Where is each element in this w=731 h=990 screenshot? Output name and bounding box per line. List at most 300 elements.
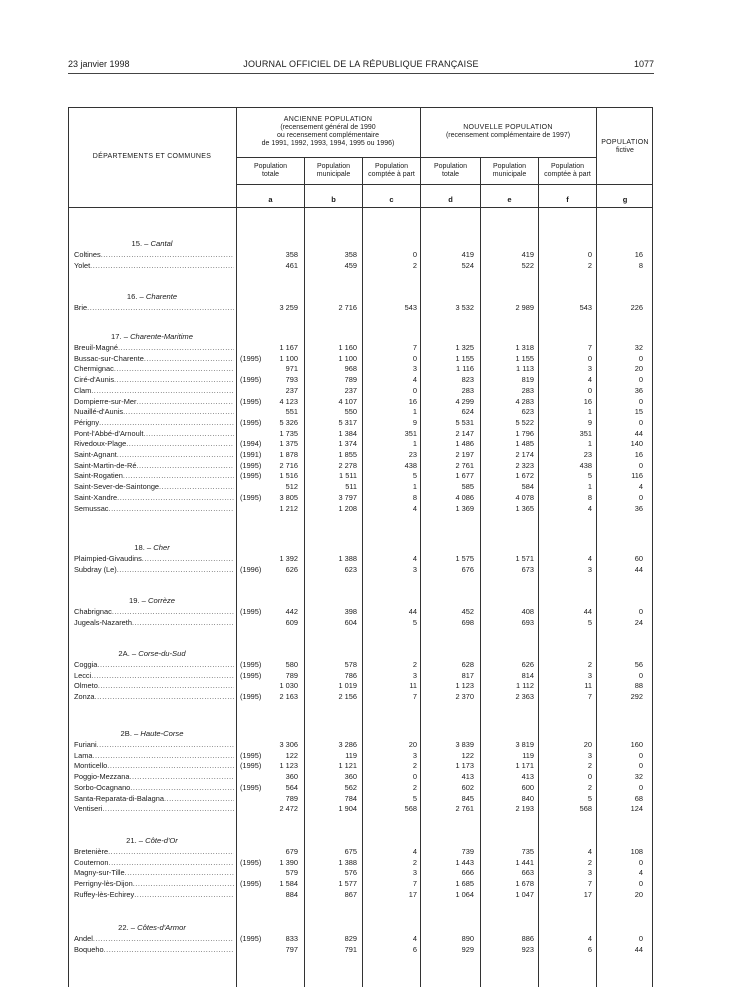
cell-b: 867	[344, 889, 357, 899]
census-year: (1995)	[240, 761, 262, 771]
cell-b: 1 121	[338, 761, 357, 771]
cell-e: 2 323	[515, 460, 534, 470]
cell-g: 4	[638, 482, 643, 492]
cell-a: 1 878	[279, 450, 298, 459]
cell-c: 16	[408, 396, 417, 406]
ancienne-subtitle: (recensement général de 1990	[280, 124, 376, 131]
commune-label: Subdray (Le)	[74, 564, 117, 574]
census-year: (1995)	[240, 660, 262, 669]
cell-c: 3	[412, 670, 417, 680]
department-heading	[68, 239, 236, 249]
commune-label: Perrigny-lès-Dijon	[74, 879, 133, 889]
cell-c: 5	[412, 617, 417, 627]
commune-name	[74, 804, 234, 814]
table-row	[68, 439, 653, 449]
cell-a: 564	[285, 782, 298, 792]
commune-name	[74, 375, 234, 385]
cell-c: 23	[408, 450, 417, 459]
cell-e: 673	[521, 564, 534, 574]
commune-label: Monticello	[74, 761, 108, 771]
commune-name	[74, 761, 234, 771]
cell-g: 140	[630, 439, 643, 449]
department-name: Côtes-d'Armor	[137, 923, 186, 932]
commune-label: Plaimpied-Givaudins	[74, 554, 142, 563]
cell-c: 4	[412, 554, 417, 563]
census-year: (1995)	[240, 782, 262, 792]
cell-g: 0	[638, 857, 643, 867]
cell-g: 0	[638, 934, 643, 943]
commune-name	[74, 461, 234, 471]
cell-f: 1	[587, 407, 592, 417]
commune-name	[74, 772, 234, 782]
cell-f: 4	[587, 375, 592, 385]
col-header-part: comptée à part	[544, 171, 591, 178]
census-year: (1995)	[240, 375, 262, 385]
commune-label: Zonza	[74, 692, 95, 702]
cell-f: 3	[587, 364, 592, 374]
cell-a: 2 472	[279, 804, 298, 814]
census-year: (1996)	[240, 564, 262, 574]
commune-name	[74, 681, 234, 691]
cell-d: 929	[461, 944, 474, 954]
cell-d: 3 839	[455, 740, 474, 749]
cell-f: 1	[587, 439, 592, 449]
commune-name	[74, 879, 234, 889]
commune-label: Nuaillé-d'Aunis	[74, 407, 124, 417]
commune-label: Semussac	[74, 503, 109, 513]
cell-a: 1 123	[279, 761, 298, 771]
commune-name	[74, 250, 234, 260]
cell-d: 666	[461, 868, 474, 878]
cell-c: 438	[404, 460, 417, 470]
col-header-municipale: Population	[492, 163, 527, 170]
cell-g: 0	[638, 353, 643, 363]
commune-label: Brie	[74, 303, 88, 312]
commune-name	[74, 482, 234, 492]
cell-b: 623	[344, 564, 357, 574]
table-row	[68, 565, 653, 575]
cell-f: 3	[587, 670, 592, 680]
cell-c: 543	[404, 303, 417, 312]
commune-name	[74, 890, 234, 900]
commune-label: Olmeto	[74, 681, 98, 691]
commune-label: Saint-Xandre	[74, 492, 118, 502]
cell-e: 1 672	[515, 471, 534, 481]
cell-d: 1 443	[455, 857, 474, 867]
cell-g: 0	[638, 670, 643, 680]
census-year: (1994)	[240, 439, 262, 449]
cell-g: 88	[634, 681, 643, 691]
cell-c: 7	[412, 879, 417, 889]
cell-b: 237	[344, 385, 357, 395]
cell-e: 3 819	[515, 740, 534, 749]
cell-g: 0	[638, 607, 643, 616]
cell-a: 579	[285, 868, 298, 878]
department-heading	[68, 729, 236, 739]
commune-label: Pont-l'Abbé-d'Arnoult	[74, 428, 144, 438]
cell-c: 9	[412, 417, 417, 427]
cell-c: 20	[408, 740, 417, 749]
cell-a: 1 167	[279, 343, 298, 352]
census-year: (1995)	[240, 417, 262, 427]
commune-label: Coltines	[74, 250, 101, 259]
commune-name	[74, 343, 234, 353]
table-row	[68, 934, 653, 944]
table-row	[68, 418, 653, 428]
cell-a: 1 735	[279, 428, 298, 438]
commune-name	[74, 858, 234, 868]
cell-f: 4	[587, 503, 592, 513]
table-row	[68, 783, 653, 793]
commune-name	[74, 740, 234, 750]
cell-e: 2 193	[515, 804, 534, 814]
cell-b: 398	[344, 607, 357, 616]
cell-g: 36	[634, 385, 643, 395]
commune-label: Breuil-Magné	[74, 343, 118, 352]
cell-g: 16	[634, 250, 643, 259]
cell-c: 2	[412, 260, 417, 270]
cell-e: 522	[521, 260, 534, 270]
cell-d: 3 532	[455, 303, 474, 312]
cell-g: 0	[638, 417, 643, 427]
cell-f: 0	[587, 353, 592, 363]
cell-b: 1 388	[338, 554, 357, 563]
table-row	[68, 607, 653, 617]
cell-b: 786	[344, 670, 357, 680]
cell-a: 789	[285, 793, 298, 803]
cell-d: 4 299	[455, 396, 474, 406]
column-letter: f	[566, 195, 569, 204]
issue-date: 23 janvier 1998	[68, 59, 130, 69]
cell-f: 4	[587, 934, 592, 943]
cell-c: 0	[412, 385, 417, 395]
table-row	[68, 681, 653, 691]
cell-e: 1 441	[515, 857, 534, 867]
department-name: Haute-Corse	[140, 729, 184, 738]
cell-g: 0	[638, 761, 643, 771]
cell-b: 550	[344, 407, 357, 417]
table-row	[68, 794, 653, 804]
ancienne-subtitle: ou recensement complémentaire	[277, 132, 379, 139]
cell-f: 0	[587, 250, 592, 259]
cell-b: 2 156	[338, 692, 357, 702]
cell-a: 461	[285, 260, 298, 270]
table-row	[68, 751, 653, 761]
department-name: Corse-du-Sud	[138, 649, 186, 658]
cell-b: 1 384	[338, 428, 357, 438]
cell-c: 1	[412, 407, 417, 417]
cell-c: 4	[412, 503, 417, 513]
department-heading	[68, 923, 236, 933]
cell-e: 693	[521, 617, 534, 627]
table-row	[68, 482, 653, 492]
cell-a: 626	[285, 564, 298, 574]
column-letter: g	[622, 195, 628, 204]
table-row	[68, 504, 653, 514]
col-header-totale: totale	[261, 171, 280, 178]
cell-g: 292	[630, 692, 643, 702]
cell-f: 1	[587, 482, 592, 492]
cell-e: 623	[521, 407, 534, 417]
cell-g: 44	[634, 428, 643, 438]
cell-a: 679	[285, 847, 298, 856]
cell-e: 4 078	[515, 492, 534, 502]
cell-d: 698	[461, 617, 474, 627]
cell-e: 1 113	[516, 364, 534, 374]
commune-label: Bussac-sur-Charente	[74, 353, 144, 363]
cell-f: 2	[587, 660, 592, 669]
commune-name	[74, 354, 234, 364]
cell-d: 2 761	[455, 460, 474, 470]
table-row	[68, 847, 653, 857]
commune-label: Chabrignac	[74, 607, 112, 616]
census-year: (1995)	[240, 879, 262, 889]
census-year: (1995)	[240, 396, 262, 406]
cell-g: 20	[634, 364, 643, 374]
cell-c: 6	[412, 944, 417, 954]
fictive-header: fictive	[616, 147, 634, 154]
cell-c: 2	[412, 857, 417, 867]
cell-c: 11	[409, 681, 417, 691]
cell-b: 1 577	[338, 879, 357, 889]
cell-g: 24	[634, 617, 643, 627]
cell-a: 1 584	[279, 879, 298, 889]
commune-name	[74, 364, 234, 374]
col-header-part: Population	[550, 163, 585, 170]
cell-e: 1 112	[516, 681, 534, 691]
cell-a: 580	[285, 660, 298, 669]
cell-c: 1	[412, 482, 417, 492]
nouvelle-subtitle: (recensement complémentaire de 1997)	[445, 132, 571, 139]
cell-b: 576	[344, 868, 357, 878]
cell-d: 1 325	[455, 343, 474, 352]
cell-a: 609	[285, 617, 298, 627]
cell-g: 60	[634, 554, 643, 563]
cell-a: 793	[285, 375, 298, 385]
cell-d: 1 486	[455, 439, 474, 449]
commune-label: Jugeals-Nazareth	[74, 617, 132, 627]
commune-name	[74, 847, 234, 857]
cell-f: 16	[583, 396, 592, 406]
cell-d: 739	[461, 847, 474, 856]
cell-e: 1 155	[515, 353, 534, 363]
cell-b: 1 160	[338, 343, 357, 352]
commune-name	[74, 471, 234, 481]
cell-c: 3	[412, 364, 417, 374]
table-row	[68, 761, 653, 771]
column-letter: c	[389, 195, 394, 204]
department-heading	[68, 292, 236, 302]
cell-a: 122	[285, 750, 298, 760]
cell-b: 511	[345, 482, 357, 492]
cell-d: 1 155	[455, 353, 474, 363]
column-letter: e	[507, 195, 512, 204]
cell-e: 840	[521, 793, 534, 803]
cell-f: 44	[583, 607, 592, 616]
table-row	[68, 618, 653, 628]
commune-label: Chermignac	[74, 364, 114, 374]
department-number: 2A. –	[118, 649, 137, 658]
cell-d: 676	[461, 564, 474, 574]
cell-a: 1 375	[279, 439, 298, 449]
cell-g: 44	[634, 564, 643, 574]
cell-b: 675	[344, 847, 357, 856]
cell-g: 0	[638, 396, 643, 406]
cell-f: 3	[587, 868, 592, 878]
cell-f: 0	[587, 385, 592, 395]
cell-b: 1 374	[338, 439, 357, 449]
journal-title: JOURNAL OFFICIEL DE LA RÉPUBLIQUE FRANÇAISE	[243, 59, 479, 69]
cell-d: 419	[461, 250, 474, 259]
table-row	[68, 397, 653, 407]
cell-f: 2	[587, 857, 592, 867]
cell-c: 0	[412, 772, 417, 782]
cell-f: 11	[584, 681, 592, 691]
cell-d: 602	[461, 782, 474, 792]
col-header-municipale: municipale	[492, 171, 527, 178]
cell-d: 122	[461, 750, 474, 760]
cell-b: 1 904	[338, 804, 357, 814]
cell-c: 0	[412, 353, 417, 363]
cell-e: 923	[521, 944, 534, 954]
cell-e: 2 363	[515, 692, 534, 702]
cell-b: 829	[344, 934, 357, 943]
table-row	[68, 386, 653, 396]
cell-a: 551	[285, 407, 298, 417]
table-row	[68, 250, 653, 260]
cell-a: 4 123	[279, 396, 298, 406]
table-row	[68, 660, 653, 670]
cell-f: 2	[587, 761, 592, 771]
cell-g: 160	[630, 740, 643, 749]
cell-a: 833	[285, 934, 298, 943]
department-number: 15. –	[131, 239, 149, 248]
commune-name	[74, 418, 234, 428]
commune-label: Clam	[74, 385, 92, 395]
cell-g: 0	[638, 460, 643, 470]
census-year: (1991)	[240, 450, 262, 459]
commune-name	[74, 554, 234, 564]
cell-f: 438	[579, 460, 592, 470]
cell-g: 124	[630, 804, 643, 814]
col-header-totale: totale	[441, 171, 460, 178]
cell-b: 1 388	[338, 857, 357, 867]
cell-f: 7	[587, 343, 592, 352]
cell-f: 543	[579, 303, 592, 312]
cell-g: 16	[634, 450, 643, 459]
commune-label: Ciré-d'Aunis	[74, 375, 115, 385]
cell-b: 4 107	[338, 396, 357, 406]
cell-c: 351	[404, 428, 417, 438]
cell-e: 408	[521, 607, 534, 616]
cell-d: 890	[461, 934, 474, 943]
cell-e: 1 678	[515, 879, 534, 889]
table-row	[68, 890, 653, 900]
census-year: (1995)	[240, 460, 262, 470]
cell-g: 0	[638, 750, 643, 760]
header-rule	[236, 184, 653, 185]
cell-g: 4	[638, 868, 643, 878]
cell-c: 17	[408, 889, 417, 899]
cell-a: 512	[285, 482, 298, 492]
cell-d: 5 531	[455, 417, 474, 427]
commune-name	[74, 261, 234, 271]
cell-b: 1 100	[338, 353, 357, 363]
commune-label: Ruffey-lès-Echirey	[74, 889, 135, 899]
header-rule	[236, 157, 596, 158]
commune-name	[74, 386, 234, 396]
cell-c: 2	[412, 782, 417, 792]
department-number: 19. –	[128, 596, 146, 605]
cell-a: 2 716	[279, 460, 298, 470]
commune-label: Coggia	[74, 660, 98, 669]
table-row	[68, 461, 653, 471]
department-name: Corrèze	[148, 596, 176, 605]
cell-c: 4	[412, 934, 417, 943]
census-year: (1995)	[240, 353, 262, 363]
nouvelle-title: NOUVELLE POPULATION	[463, 124, 553, 131]
cell-d: 413	[461, 772, 474, 782]
cell-g: 0	[638, 492, 643, 502]
cell-e: 1 318	[515, 343, 534, 352]
cell-f: 23	[583, 450, 592, 459]
cell-a: 2 163	[279, 692, 298, 702]
department-heading	[68, 332, 236, 342]
cell-e: 2 989	[515, 303, 534, 312]
commune-label: Périgny	[74, 417, 100, 427]
table-row	[68, 692, 653, 702]
commune-name	[74, 618, 234, 628]
cell-d: 624	[461, 407, 474, 417]
commune-label: Lecci	[74, 670, 92, 680]
cell-a: 1 030	[279, 681, 298, 691]
cell-g: 8	[638, 260, 643, 270]
cell-e: 584	[521, 482, 534, 492]
department-number: 17. –	[111, 332, 128, 341]
cell-a: 442	[285, 607, 298, 616]
cell-b: 1 511	[339, 471, 357, 481]
commune-label: Rivedoux-Plage	[74, 439, 127, 449]
table-row	[68, 868, 653, 878]
commune-label: Ventiseri	[74, 804, 103, 814]
cell-e: 735	[521, 847, 534, 856]
cell-c: 5	[412, 793, 417, 803]
cell-e: 600	[521, 782, 534, 792]
cell-c: 8	[412, 492, 417, 502]
cell-b: 3 286	[338, 740, 357, 749]
census-year: (1995)	[240, 607, 262, 616]
cell-g: 0	[638, 879, 643, 889]
cell-b: 5 317	[338, 417, 357, 427]
commune-name	[74, 493, 234, 503]
commune-label: Saint-Sever-de-Saintonge	[74, 482, 160, 492]
commune-name	[74, 397, 234, 407]
cell-f: 5	[587, 471, 592, 481]
column-letter: a	[268, 195, 273, 204]
cell-c: 7	[412, 343, 417, 352]
commune-label: Andel	[74, 934, 93, 943]
commune-label: Saint-Rogatien	[74, 471, 123, 481]
commune-label: Saint-Martin-de-Ré	[74, 460, 137, 470]
cell-b: 789	[344, 375, 357, 385]
cell-d: 524	[461, 260, 474, 270]
table-row	[68, 671, 653, 681]
cell-e: 819	[521, 375, 534, 385]
cell-f: 7	[587, 692, 592, 702]
department-name: Charente	[145, 292, 178, 301]
cell-g: 108	[630, 847, 643, 856]
commune-name	[74, 439, 234, 449]
